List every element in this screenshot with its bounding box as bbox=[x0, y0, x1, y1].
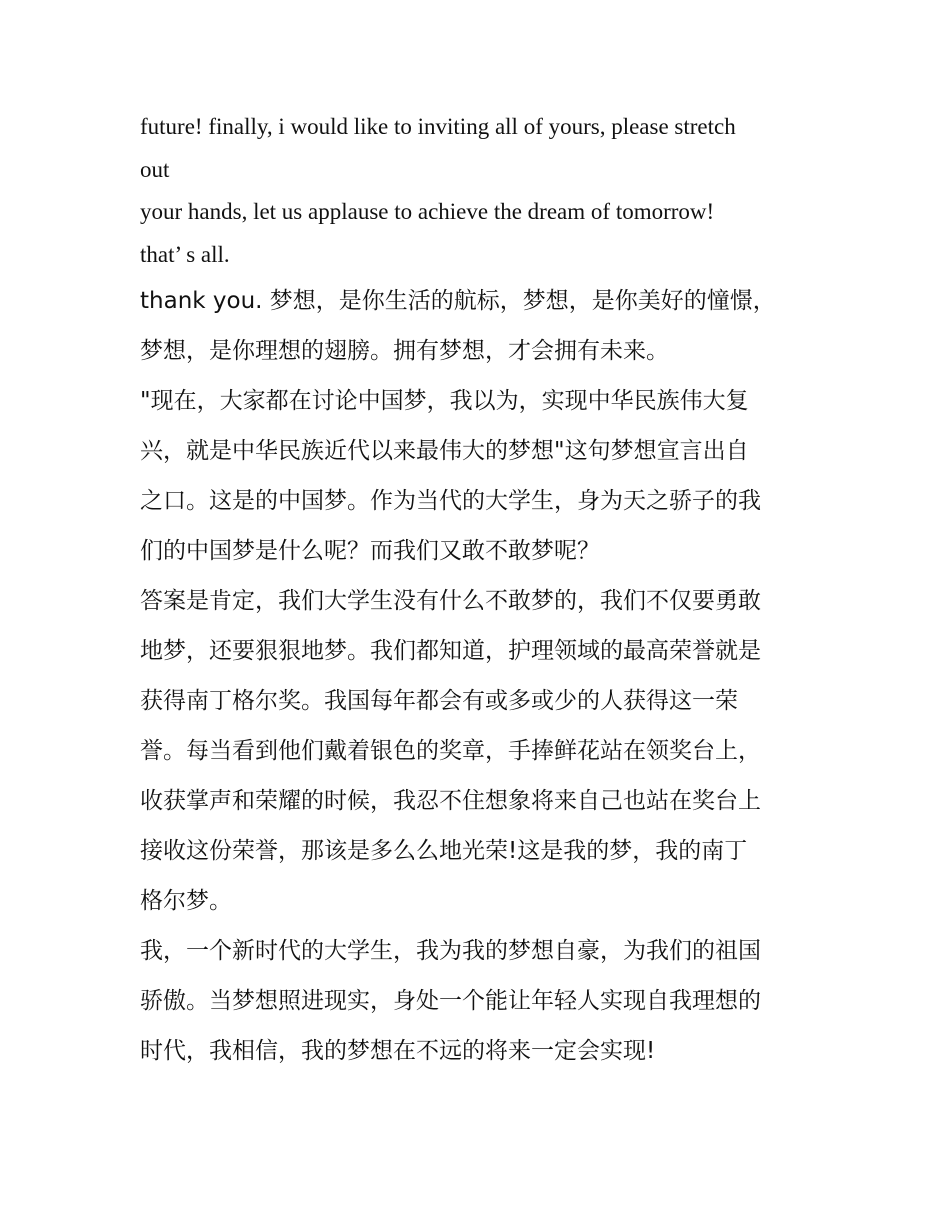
text-line: 兴，就是中华民族近代以来最伟大的梦想"这句梦想宣言出自 bbox=[140, 438, 749, 465]
text-line: your hands, let us applause to achieve the dream of tomorrow! bbox=[140, 199, 715, 225]
text-line: 格尔梦。 bbox=[140, 888, 232, 915]
text-line: 答案是肯定，我们大学生没有什么不敢梦的，我们不仅要勇敢 bbox=[140, 588, 761, 615]
document-body bbox=[140, 106, 820, 1076]
text-line: 们的中国梦是什么呢？而我们又敢不敢梦呢？ bbox=[140, 538, 600, 565]
text-line: 我，一个新时代的大学生，我为我的梦想自豪，为我们的祖国 bbox=[140, 938, 761, 965]
text-line: 收获掌声和荣耀的时候，我忍不住想象将来自己也站在奖台上 bbox=[140, 788, 761, 815]
text-line: 获得南丁格尔奖。我国每年都会有或多或少的人获得这一荣 bbox=[140, 688, 738, 715]
text-line: thank you. 梦想，是你生活的航标，梦想，是你美好的憧憬， bbox=[140, 288, 776, 315]
text-line: 誉。每当看到他们戴着银色的奖章，手捧鲜花站在领奖台上， bbox=[140, 738, 761, 765]
text-line: "现在，大家都在讨论中国梦，我以为，实现中华民族伟大复 bbox=[140, 388, 749, 415]
text-line: out bbox=[140, 156, 170, 182]
text-line: 骄傲。当梦想照进现实，身处一个能让年轻人实现自我理想的 bbox=[140, 988, 761, 1015]
text-line: that’ s all. bbox=[140, 241, 230, 267]
text-line: 地梦，还要狠狠地梦。我们都知道，护理领域的最高荣誉就是 bbox=[140, 638, 761, 665]
text-line: 梦想，是你理想的翅膀。拥有梦想，才会拥有未来。 bbox=[140, 338, 669, 365]
text-line: 之口。这是的中国梦。作为当代的大学生，身为天之骄子的我 bbox=[140, 488, 761, 515]
text-line: 接收这份荣誉，那该是多么么地光荣!这是我的梦，我的南丁 bbox=[140, 838, 748, 865]
text-line: 时代，我相信，我的梦想在不远的将来一定会实现! bbox=[140, 1038, 656, 1065]
text-line: future! finally, i would like to inviting all of yours, please stretch bbox=[140, 114, 736, 139]
